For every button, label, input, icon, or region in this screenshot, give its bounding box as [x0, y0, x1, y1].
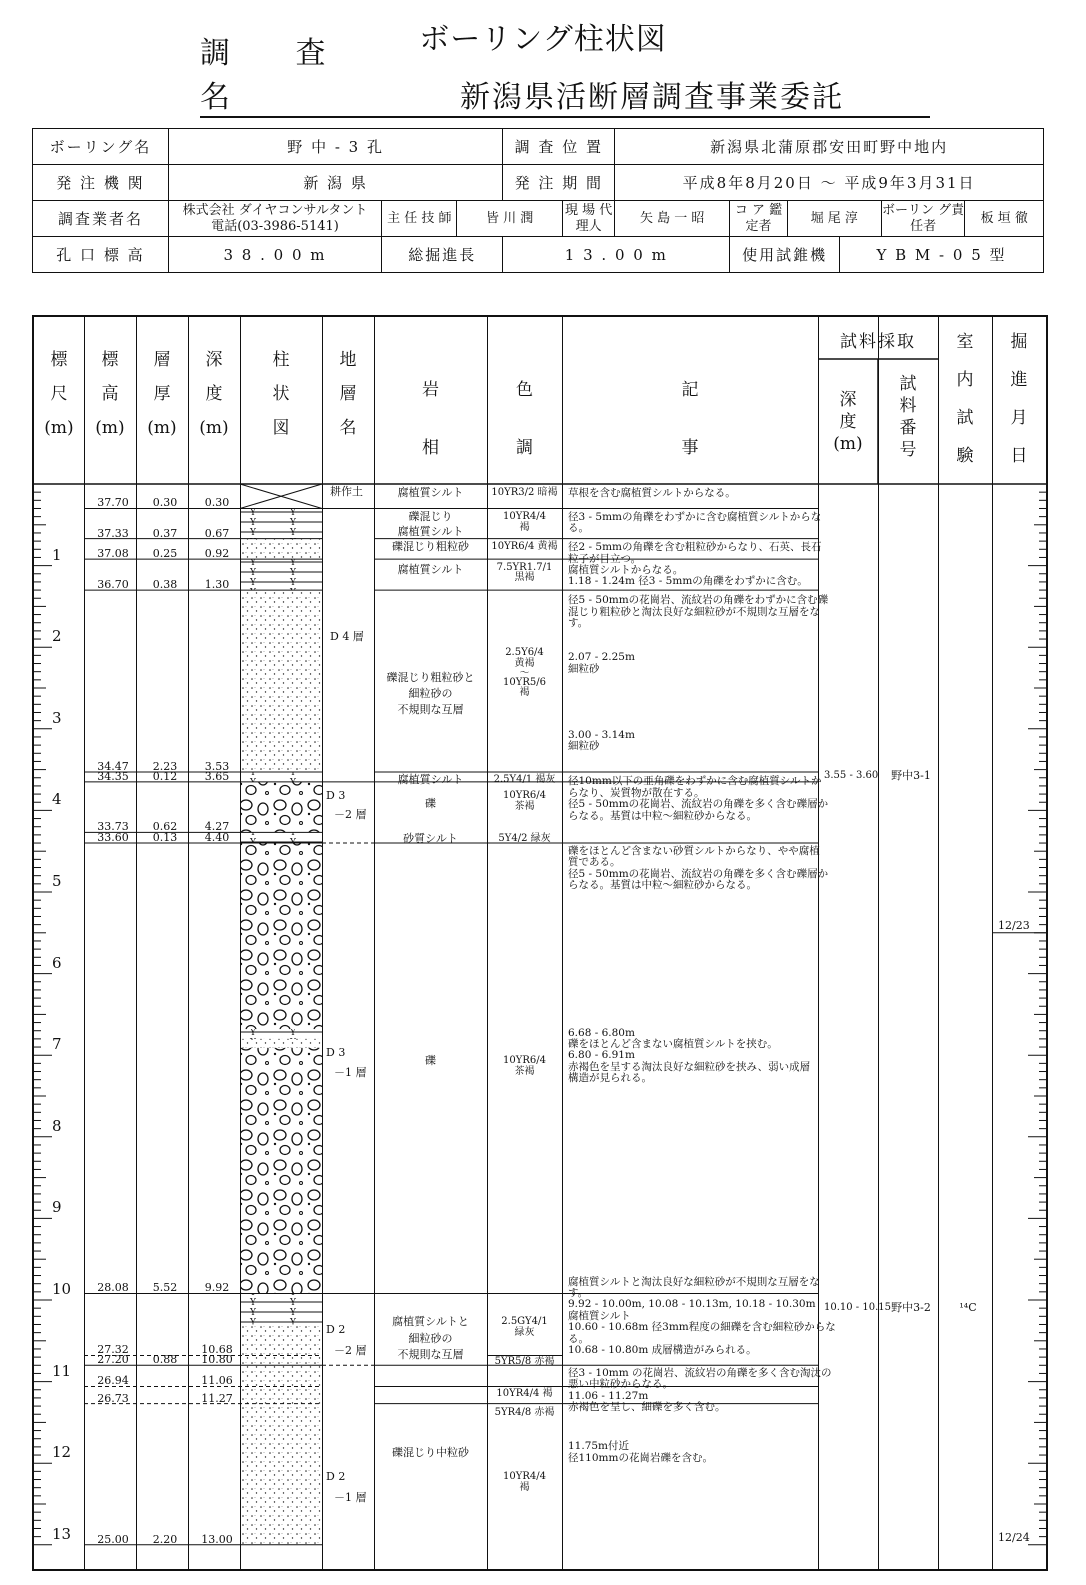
elevation-value: 26.94	[97, 1374, 129, 1388]
note-line: 径110mmの花崗岩礫を含む。	[568, 1451, 713, 1464]
h-txt: (m)	[44, 418, 74, 438]
h-txt: 図	[272, 418, 290, 438]
col-line	[487, 317, 488, 1569]
color-label: 7.5YR1.7/1	[496, 561, 553, 573]
formation-name: D 4 層	[330, 629, 364, 643]
elevation: 3 8 . 0 0 m	[168, 237, 381, 273]
length: 1 3 . 0 0 m	[503, 237, 730, 273]
color-label: 10YR4/4 褐	[496, 1388, 553, 1400]
note-line: 混じり粗粒砂と淘汰良好な細粒砂が不規則な互層をな	[568, 605, 820, 618]
gravel-pattern	[240, 1048, 322, 1294]
note-line: 礫をほとんど含まない砂質シルトからなり、やや腐植	[568, 844, 820, 857]
contractor-name: 株式会社 ダイヤコンサルタント	[182, 202, 368, 218]
boring-name: 野 中 - 3 孔	[168, 129, 503, 165]
sample-number: 野中3-1	[891, 768, 931, 782]
elevation-value: 33.73	[97, 820, 129, 834]
h-txt: 厚	[153, 384, 171, 404]
ruler-label: 7	[52, 1035, 62, 1054]
header-depth	[188, 343, 240, 445]
note-line: 径10mm以下の亜角礫をわずかに含む腐植質シルトか	[568, 775, 822, 788]
color-label: 5YR5/8 赤褐	[494, 1356, 555, 1368]
h-txt: (m)	[147, 418, 177, 438]
survey-label: 調 査 名	[200, 36, 354, 115]
survey-value: 新潟県活断層調査事業委託	[460, 80, 844, 115]
note-line: る。	[568, 1332, 589, 1345]
note-line: 腐植質シルトと淘汰良好な細粒砂が不規則な互層をな	[568, 1275, 820, 1288]
facies-label: 砂質シルト	[403, 832, 458, 846]
note-line: 赤褐色を呈し、細礫を多く含む。	[568, 1401, 726, 1414]
h-txt: 高	[101, 384, 119, 404]
agent-label: 現 場 代理人	[562, 201, 614, 237]
note-line: 11.75m付近	[568, 1440, 630, 1453]
h-txt: 番	[899, 418, 917, 438]
color-label: 茶褐	[514, 1065, 535, 1077]
color-label: 黄褐	[514, 657, 535, 669]
h-txt: 掘	[1010, 332, 1028, 352]
note-line: 構造が見られる。	[568, 1072, 652, 1085]
note-line: る。	[568, 522, 589, 535]
sample-number: 野中3-2	[891, 1300, 931, 1314]
gravel-pattern	[240, 782, 322, 833]
color-label: 10YR6/4	[503, 1055, 546, 1067]
h-txt: 試	[899, 374, 917, 394]
formation-name: －2 層	[334, 1343, 367, 1357]
h-txt: 事	[681, 438, 699, 458]
sample-depth: 3.55 - 3.60	[824, 769, 879, 781]
elevation-value: 34.47	[97, 760, 129, 774]
h-txt: 深	[839, 390, 857, 410]
header-color	[487, 361, 562, 477]
col-line	[322, 317, 323, 1569]
facies-label: 腐植質シルト	[397, 486, 464, 500]
h-txt: 標	[50, 350, 68, 370]
note-line: 質である。	[568, 856, 621, 869]
col-line	[992, 317, 993, 1569]
facies-label: 礫混じり	[408, 509, 453, 523]
facies-label: 腐植質シルト	[397, 525, 464, 539]
formation-name: －1 層	[334, 1490, 367, 1504]
color-label: 黒褐	[514, 572, 535, 584]
h-txt: 料	[899, 396, 917, 416]
facies-label: 礫混じり中粒砂	[392, 1445, 469, 1459]
note-line: 径5 - 50mmの花崗岩、流紋岩の角礫を多く含む礫層か	[568, 867, 829, 880]
core: 堀 尾 淳	[787, 201, 881, 237]
header-thickness	[136, 343, 188, 445]
gravel-pattern	[240, 843, 322, 1029]
engineer-label: 主 任 技 師	[382, 201, 457, 237]
h-txt: 日	[1010, 446, 1028, 466]
facies-label: 腐植質シルト	[397, 773, 464, 787]
silt-pattern	[240, 559, 322, 590]
h-txt: 調	[516, 438, 533, 458]
sample-depth: 10.10 - 10.15	[824, 1301, 891, 1313]
note-line: 11.06 - 11.27m	[568, 1389, 649, 1402]
elevation-value: 34.35	[97, 769, 129, 783]
header-date	[992, 323, 1046, 475]
depth-value: 3.65	[204, 769, 230, 783]
header-column	[240, 343, 322, 445]
thickness-value: 5.52	[152, 1281, 178, 1295]
header-elevation	[84, 343, 136, 445]
ruler-label: 2	[52, 627, 62, 646]
h-txt: (m)	[95, 418, 125, 438]
depth-value: 10.80	[201, 1353, 233, 1367]
col-line	[136, 317, 137, 1569]
facies-label: 細粒砂の	[408, 1331, 453, 1345]
header-lab	[938, 323, 992, 475]
facies-label: 礫	[425, 797, 436, 811]
h-txt: 色	[516, 380, 533, 400]
color-label: 5YR4/8 赤褐	[494, 1406, 555, 1418]
col-line	[938, 317, 939, 1569]
elevation-value: 25.00	[97, 1532, 129, 1546]
depth-value: 3.53	[204, 760, 230, 774]
facies-label: 礫	[425, 1054, 436, 1068]
client-label: 発 注 機 関	[33, 165, 169, 201]
depth-value: 4.27	[204, 820, 230, 834]
note-line: 腐植質シルトからなる。	[568, 563, 684, 576]
color-label: 緑灰	[514, 1326, 535, 1338]
h-txt: 内	[956, 370, 974, 390]
elevation-value: 37.70	[97, 496, 129, 510]
header-scale	[34, 343, 84, 445]
period-label: 発 注 期 間	[503, 165, 615, 201]
header-formation	[322, 343, 374, 445]
col-line	[84, 317, 85, 1569]
contractor-phone: 電話(03-3986-5141)	[211, 218, 339, 234]
facies-label: 礫混じり粗粒砂と	[386, 670, 475, 684]
h-txt: 地	[339, 350, 357, 370]
thickness-value: 0.37	[152, 526, 178, 540]
excavation-date: 12/24	[998, 1530, 1030, 1544]
engineer: 皆 川 潤	[457, 201, 563, 237]
document-title: ボーリング柱状図	[419, 22, 667, 57]
location: 新潟県北蒲原郡安田町野中地内	[615, 129, 1044, 165]
ruler-label: 8	[52, 1116, 62, 1135]
col-line	[240, 317, 241, 1569]
note-line: す。	[568, 1286, 589, 1299]
ruler-label: 5	[52, 872, 62, 890]
depth-value: 9.92	[204, 1281, 230, 1295]
thickness-value: 0.62	[152, 820, 178, 834]
machine-label: 使用試錐機	[730, 237, 840, 273]
formation-name: －2 層	[334, 807, 367, 821]
sand-pattern	[240, 1324, 322, 1365]
ruler-label: 1	[52, 545, 62, 564]
thickness-value: 0.12	[152, 769, 178, 783]
formation-name: D 3	[326, 789, 346, 802]
header-sample-no	[878, 373, 938, 461]
ruler-label: 11	[52, 1361, 72, 1380]
ruler-label: 9	[52, 1198, 62, 1217]
note-line: らなり、炭質物が散在する。	[568, 786, 705, 799]
h-txt: 名	[339, 418, 357, 438]
col-line	[562, 317, 563, 1569]
color-label: 2.5Y6/4	[505, 647, 544, 659]
thickness-value: 0.25	[152, 547, 178, 561]
ruler-label: 3	[52, 708, 62, 727]
silt-pattern	[240, 508, 322, 538]
header-notes	[562, 361, 818, 477]
elevation-label: 孔 口 標 高	[33, 237, 169, 273]
thickness-value: 0.38	[152, 578, 178, 592]
note-line: 10.68 - 10.80m 成層構造がみられる。	[568, 1344, 757, 1357]
h-txt: (m)	[833, 434, 863, 454]
note-line: 細粒砂	[568, 740, 600, 753]
h-txt: 号	[899, 440, 917, 460]
depth-value: 10.68	[201, 1343, 233, 1357]
period: 平成8年8月20日 ～ 平成9年3月31日	[615, 165, 1044, 201]
elevation-value: 37.08	[97, 547, 129, 561]
lab-test: ¹⁴C	[959, 1300, 977, 1314]
facies-label: 腐植質シルト	[397, 562, 464, 576]
boring-log	[32, 315, 1048, 1571]
thickness-value: 2.23	[152, 760, 178, 774]
depth-value: 1.30	[204, 578, 230, 592]
note-line: 径5 - 50mmの花崗岩、流紋岩の角礫をわずかに含む礫	[568, 594, 829, 607]
note-line: 径2 - 5mmの角礫を含む粗粒砂からなり、石英、長石	[568, 541, 822, 554]
elevation-value: 27.20	[97, 1353, 129, 1367]
col-line	[878, 317, 879, 1569]
color-label: 褐	[519, 522, 530, 534]
note-line: 腐植質シルト	[568, 1309, 631, 1322]
depth-value: 0.67	[204, 526, 230, 540]
h-txt: 記	[681, 380, 699, 400]
facies-label: 不規則な互層	[397, 703, 464, 717]
col-line	[818, 317, 819, 1569]
note-line: 径3 - 10mm の花崗岩、流紋岩の角礫を多く含む淘汰の	[568, 1366, 832, 1379]
color-label: 褐	[519, 1481, 530, 1493]
note-line: 3.00 - 3.14m	[568, 728, 635, 741]
elevation-value: 33.60	[97, 831, 129, 845]
col-line	[374, 317, 375, 1569]
depth-value: 0.30	[204, 496, 230, 510]
core-label: コ ア 鑑定者	[730, 201, 787, 237]
note-line: 6.68 - 6.80m	[568, 1026, 635, 1039]
h-txt: 室	[956, 332, 974, 352]
h-txt: 深	[205, 350, 223, 370]
formation-name: －1 層	[334, 1066, 367, 1080]
h-txt: 度	[839, 412, 857, 432]
depth-value: 4.40	[204, 831, 230, 845]
facies-label: 礫混じり粗粒砂	[392, 540, 469, 554]
sand-pattern	[240, 1365, 322, 1545]
header-info-table	[32, 128, 1044, 273]
note-line: 9.92 - 10.00m, 10.08 - 10.13m, 10.18 - 10.30m	[568, 1298, 816, 1311]
note-line: 6.80 - 6.91m	[568, 1049, 635, 1062]
note-line: 径3 - 5mmの角礫をわずかに含む腐植質シルトからな	[568, 510, 822, 523]
note-line: 細粒砂	[568, 662, 600, 675]
h-txt: 状	[272, 384, 290, 404]
h-txt: 度	[205, 384, 223, 404]
sand-pattern	[240, 590, 322, 772]
h-txt: 相	[422, 438, 439, 458]
note-line: 2.07 - 2.25m	[568, 651, 635, 664]
header-facies	[374, 361, 487, 477]
h-txt: 岩	[422, 380, 439, 400]
formation-name: D 3	[326, 1046, 346, 1060]
elevation-value: 27.32	[97, 1343, 129, 1357]
ruler-label: 6	[52, 953, 62, 972]
color-label: 5Y4/2 緑灰	[498, 833, 551, 845]
depth-value: 11.06	[201, 1374, 233, 1388]
contractor	[168, 201, 381, 237]
agent: 矢 島 一 昭	[615, 201, 730, 237]
boring-name-label: ボーリング名	[33, 129, 169, 165]
color-label: 茶褐	[514, 800, 535, 812]
elevation-value: 28.08	[97, 1281, 129, 1295]
thickness-value: 0.30	[152, 496, 178, 510]
elevation-value: 36.70	[97, 578, 129, 592]
header-sample: 試料採取	[840, 332, 916, 352]
note-line: らなる。基質は中粒～細粒砂からなる。	[568, 809, 757, 822]
color-label: 10YR6/4 黄褐	[491, 541, 558, 553]
thickness-value: 2.20	[152, 1532, 178, 1546]
h-txt: 進	[1010, 370, 1028, 390]
ruler-label: 12	[52, 1443, 72, 1462]
col-line	[188, 317, 189, 1569]
h-txt: 試	[956, 408, 974, 428]
facies-label: 細粒砂の	[408, 687, 453, 700]
facies-label: 不規則な互層	[397, 1347, 464, 1361]
note-line: 悪い中粒砂からなる。	[568, 1378, 673, 1391]
ruler-label: 13	[52, 1524, 72, 1543]
note-line: 礫をほとんど含まない腐植質シルトを挟む。	[568, 1038, 778, 1051]
excavation-date: 12/23	[998, 918, 1030, 932]
note-line: らなる。基質は中粒～細粒砂からなる。	[568, 878, 757, 891]
location-label: 調 査 位 置	[503, 129, 615, 165]
formation-name: D 2	[326, 1470, 346, 1484]
elevation-value: 37.33	[97, 526, 129, 540]
note-line: 径5 - 50mmの花崗岩、流紋岩の角礫を多く含む礫層か	[568, 798, 829, 811]
note-line: 赤褐色を呈する淘汰良好な細粒砂を挟み、弱い成層	[568, 1060, 811, 1073]
ruler-label: 4	[52, 790, 62, 809]
facies-label: 腐植質シルトと	[392, 1315, 469, 1329]
length-label: 総掘進長	[382, 237, 503, 273]
color-label: 10YR5/6	[503, 676, 546, 688]
h-txt: (m)	[199, 418, 229, 438]
h-txt: 柱	[272, 350, 290, 370]
formation-name: D 2	[326, 1323, 346, 1337]
h-txt: 層	[339, 384, 357, 404]
header-sample-depth	[818, 389, 878, 455]
machine: Y B M - 0 5 型	[839, 237, 1043, 273]
color-label: 10YR4/4	[503, 1471, 546, 1483]
elevation-value: 26.73	[97, 1391, 129, 1405]
color-label: 10YR4/4	[503, 510, 546, 522]
h-txt: 験	[956, 446, 974, 466]
client: 新 潟 県	[168, 165, 503, 201]
boring-resp: 板 垣 徹	[965, 201, 1044, 237]
formation-name: 耕作土	[330, 484, 363, 498]
contractor-label: 調査業者名	[33, 201, 169, 237]
silt-pattern	[240, 832, 322, 843]
color-label: 2.5Y4/1 褐灰	[493, 774, 556, 786]
sand-pattern	[240, 1039, 322, 1048]
color-label: ～	[519, 668, 530, 680]
h-txt: 標	[101, 350, 119, 370]
thickness-value: 0.88	[152, 1353, 178, 1367]
note-line: 草根を含む腐植質シルトからなる。	[568, 487, 736, 500]
note-line: す。	[568, 617, 589, 629]
ruler-label: 10	[52, 1280, 72, 1298]
boring-resp-label: ボーリン グ責任者	[881, 201, 965, 237]
color-label: 2.5GY4/1	[501, 1316, 548, 1328]
thickness-value: 0.13	[152, 831, 178, 845]
depth-value: 0.92	[204, 547, 230, 561]
color-label: 10YR6/4	[503, 790, 546, 801]
color-label: 褐	[519, 687, 530, 699]
silt-pattern	[240, 1029, 322, 1039]
note-line: 10.60 - 10.68m 径3mm程度の細礫を含む細粒砂からな	[568, 1321, 836, 1334]
silt-pattern	[240, 1293, 322, 1324]
h-txt: 尺	[50, 384, 68, 404]
note-line: 粒子が目立つ。	[568, 552, 642, 565]
depth-value: 11.27	[201, 1391, 233, 1405]
sand-pattern	[240, 539, 322, 559]
color-label: 10YR3/2 暗褐	[491, 487, 558, 499]
depth-value: 13.00	[201, 1532, 233, 1546]
note-line: 1.18 - 1.24m 径3 - 5mmの角礫をわずかに含む。	[568, 575, 808, 588]
h-txt: 層	[153, 350, 171, 370]
h-txt: 月	[1010, 408, 1028, 428]
silt-pattern	[240, 772, 322, 782]
